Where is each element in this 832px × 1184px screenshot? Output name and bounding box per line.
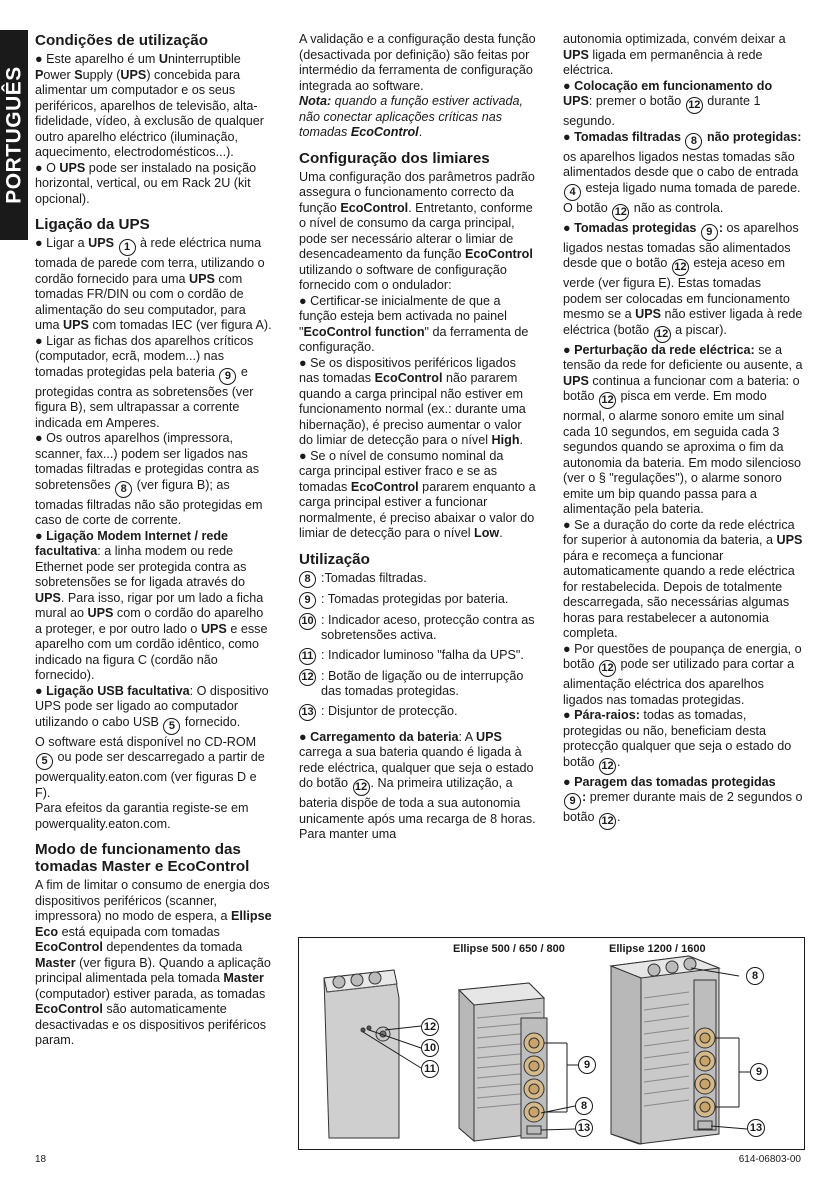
heading-conditions: Condições de utilização: [35, 32, 209, 49]
callout-8-large: 8: [746, 967, 764, 985]
paragraph: ● Se os dispositivos periféricos ligados nas tomadas EcoControl não pararem quando a carga principal não estiver em funcionamento normal (ex.: durante uma hibernação), é preciso aumentar o valor do limiar de detecção para o nível High.: [299, 356, 537, 449]
list-item: 11 : Indicador luminoso "falha da UPS".: [299, 648, 537, 665]
heading-modo: Modo de funcionamento das tomadas Master e EcoControl: [35, 841, 250, 875]
language-label: PORTUGUÊS: [2, 66, 26, 204]
paragraph: ● Tomadas protegidas 9 : os aparelhos ligados nestas tomadas são alimentados desde que o botão 12 esteja aceso em verde (ver figura E). Estas tomadas podem ser colocadas em funcionamento mesmo se a UPS não estiver ligada à rede eléctrica (botão 12 a piscar).: [563, 221, 803, 343]
paragraph: ● Ligação USB facultativa: O dispositivo UPS pode ser ligado ao computador utilizando o cabo USB 5 fornecido.: [35, 684, 273, 735]
legend-list: [299, 571, 537, 721]
paragraph: ● O UPS pode ser instalado na posição horizontal, vertical, ou em Rack 2U (kit opcional).: [35, 161, 273, 208]
paragraph: Para efeitos da garantia registe-se em powerquality.eaton.com.: [35, 801, 249, 831]
ref-number: 12: [612, 204, 629, 221]
page-number: 18: [35, 1154, 47, 1165]
ups-small-outlets: [521, 1018, 547, 1138]
ref-number: 12: [599, 660, 616, 677]
ref-number: 12: [654, 326, 671, 343]
paragraph: ● Por questões de poupança de energia, o botão 12 pode ser utilizado para cortar a alimentação eléctrica dos aparelhos ligados nas tomadas protegidas.: [563, 642, 803, 709]
column-3: [563, 32, 803, 830]
ups-detail-closeup: [324, 970, 399, 1138]
callout-8-small: 8: [575, 1097, 593, 1115]
paragraph: O software está disponível no CD-ROM 5 ou pode ser descarregado a partir de powerquality.eaton.com (ver figuras D e F).: [35, 734, 265, 800]
column-2: [299, 32, 537, 843]
ref-number: 9: [219, 368, 236, 385]
paragraph: ● Se o nível de consumo nominal da carga principal estiver fraco e se as tomadas EcoControl pararem enquanto a carga principal estiver a funcionar normalmente, é preciso abaixar o valor do limiar de detecção para o nível Low.: [299, 449, 537, 542]
figure-caption-small: Ellipse 500 / 650 / 800: [453, 943, 565, 955]
ref-number: 12: [599, 758, 616, 775]
ref-number: 12: [686, 97, 703, 114]
paragraph: ● Pára-raios: todas as tomadas, protegidas ou não, beneficiam desta protecção qualquer que seja o estado do botão 12 .: [563, 708, 803, 775]
paragraph: A validação e a configuração desta função (desactivada por definição) são feitas por intermédio da ferramenta de configuração integrada ao software.: [299, 32, 536, 93]
list-item: 10 : Indicador aceso, protecção contra as sobretensões activa.: [299, 613, 537, 644]
ref-number: 12: [599, 813, 616, 830]
paragraph: ● Tomadas filtradas 8 não protegidas: os aparelhos ligados nestas tomadas são alimentados desde que o cabo de entrada 4 esteja ligado numa tomada de parede. O botão 12 não as controla.: [563, 130, 803, 221]
paragraph: ● Ligar as fichas dos aparelhos críticos (computador, ecrã, modem...) nas tomadas protegidas pela bateria 9 e protegidas contra as sobretensões (ver figura B), sem ultrapassar a corrente indicada em Amperes.: [35, 334, 273, 432]
heading-ligacao: Ligação da UPS: [35, 216, 150, 233]
callout-11: 11: [421, 1060, 439, 1078]
paragraph: Uma configuração dos parâmetros padrão assegura o funcionamento correcto da função EcoControl. Entretanto, conforme o nível de consumo da carga principal, pode ser necessário alterar o limiar de desencadeamento da função EcoControl utilizando o software de configuração fornecido com o ondulador:: [299, 169, 535, 292]
document-code: 614-06803-00: [738, 1154, 801, 1165]
ref-number: 9: [564, 793, 581, 810]
paragraph: autonomia optimizada, convém deixar a UPS ligada em permanência à rede eléctrica.: [563, 32, 786, 77]
callout-9-small: 9: [578, 1056, 596, 1074]
paragraph: ● Certificar-se inicialmente de que a função esteja bem activada no painel "EcoControl function" da ferramenta de configuração.: [299, 294, 537, 356]
list-item: 8 :Tomadas filtradas.: [299, 571, 537, 588]
list-item: 12 : Botão de ligação ou de interrupção das tomadas protegidas.: [299, 669, 537, 700]
callout-13-large: 13: [747, 1119, 765, 1137]
ref-number: 9: [701, 224, 718, 241]
paragraph: A fim de limitar o consumo de energia dos dispositivos periféricos (scanner, impressora) no modo de espera, a Ellipse Eco está equipada com tomadas EcoControl dependentes da tomada Master (ver figura B). Quando a aplicação principal alimentada pela tomada Master (computador) estiver parada, as tomadas EcoControl são automaticamente desactivadas e os dispositivos periféricos param.: [35, 878, 272, 1047]
heading-config: Configuração dos limiares: [299, 149, 490, 167]
paragraph: ● Carregamento da bateria: A UPS carrega a sua bateria quando é ligada à rede eléctrica, qualquer que seja o estado do botão 12 . Na primeira utilização, a bateria dispõe de toda a sua autonomia unicamente após uma recarga de 8 horas. Para manter uma: [299, 730, 537, 843]
ups-illustration: [299, 938, 804, 1149]
list-item: 13 : Disjuntor de protecção.: [299, 704, 537, 721]
ref-number: 12: [599, 392, 616, 409]
paragraph: ● Os outros aparelhos (impressora, scanner, fax...) podem ser ligados nas tomadas filtradas e protegidas contra as sobretensões 8 (ver figura B); as tomadas filtradas não são protegidas em caso de corte de corrente.: [35, 431, 273, 529]
callout-10: 10: [421, 1039, 439, 1057]
callout-12: 12: [421, 1018, 439, 1036]
paragraph: ● Este aparelho é um Uninterruptible Power Supply (UPS) concebida para alimentar um computador e os seus periféricos, aparelhos de televisão, alta-fidelidade, vídeo, à exclusão de qualquer outro aparelho eléctrico (iluminação, aquecimento, electrodomésticos...).: [35, 52, 273, 161]
paragraph: ● Colocação em funcionamento do UPS: premer o botão 12 durante 1 segundo.: [563, 79, 803, 130]
paragraph: ● Ligação Modem Internet / rede facultativa: a linha modem ou rede Ethernet pode ser protegida contra as sobretensões se for ligada através do UPS. Para isso, rigar por um lado a ficha mural ao UPS com o cordão do aparelho a proteger, e por outro lado o UPS e esse aparelho com um cordão idêntico, como indicado na figura C (cordão não fornecido).: [35, 529, 273, 684]
heading-utilizacao: Utilização: [299, 550, 370, 568]
paragraph: ● Perturbação da rede eléctrica: se a tensão da rede for deficiente ou ausente, a UPS continua a funcionar com a bateria: o botão 12 pisca em verde. Em modo normal, o alarme sonoro emite um sinal cada 10 segundos, em seguida cada 3 segundos quando se aproxima o fim da autonomia da bateria. Em modo silencioso (ver o § "regulações"), o alarme sonoro emite um bip quando passa para a alimentação pela bateria.: [563, 343, 803, 518]
ref-number: 8: [115, 481, 132, 498]
list-item: 9 : Tomadas protegidas por bateria.: [299, 592, 537, 609]
figure-caption-large: Ellipse 1200 / 1600: [609, 943, 706, 955]
callout-13-small: 13: [575, 1119, 593, 1137]
ref-number: 12: [672, 259, 689, 276]
ref-number: 5: [36, 753, 53, 770]
paragraph: ● Paragem das tomadas protegidas 9 : premer durante mais de 2 segundos o botão 12 .: [563, 775, 803, 831]
ref-number: 8: [685, 133, 702, 150]
ref-number: 4: [564, 184, 581, 201]
ref-number: 12: [353, 779, 370, 796]
figure-ups-front-panels: [298, 937, 805, 1150]
paragraph: ● Ligar a UPS 1 à rede eléctrica numa tomada de parede com terra, utilizando o cordão fornecido para uma UPS com tomadas FR/DIN ou com o cordão de alimentação do seu computador, para uma UPS com tomadas IEC (ver figura A).: [35, 236, 273, 334]
note: Nota: quando a função estiver activada, não conectar aplicações críticas nas tomadas EcoControl.: [299, 94, 524, 139]
callout-9-large: 9: [750, 1063, 768, 1081]
column-1: [35, 32, 273, 1049]
language-tab: [0, 30, 28, 240]
ref-number: 1: [119, 239, 136, 256]
paragraph: ● Se a duração do corte da rede eléctrica for superior à autonomia da bateria, a UPS pára e recomeça a funcionar automaticamente quando a rede eléctrica for restabelecida. Depois de totalmente descarregada, são necessárias algumas horas para restabelecer a autonomia completa.: [563, 518, 803, 642]
ref-number: 5: [163, 718, 180, 735]
